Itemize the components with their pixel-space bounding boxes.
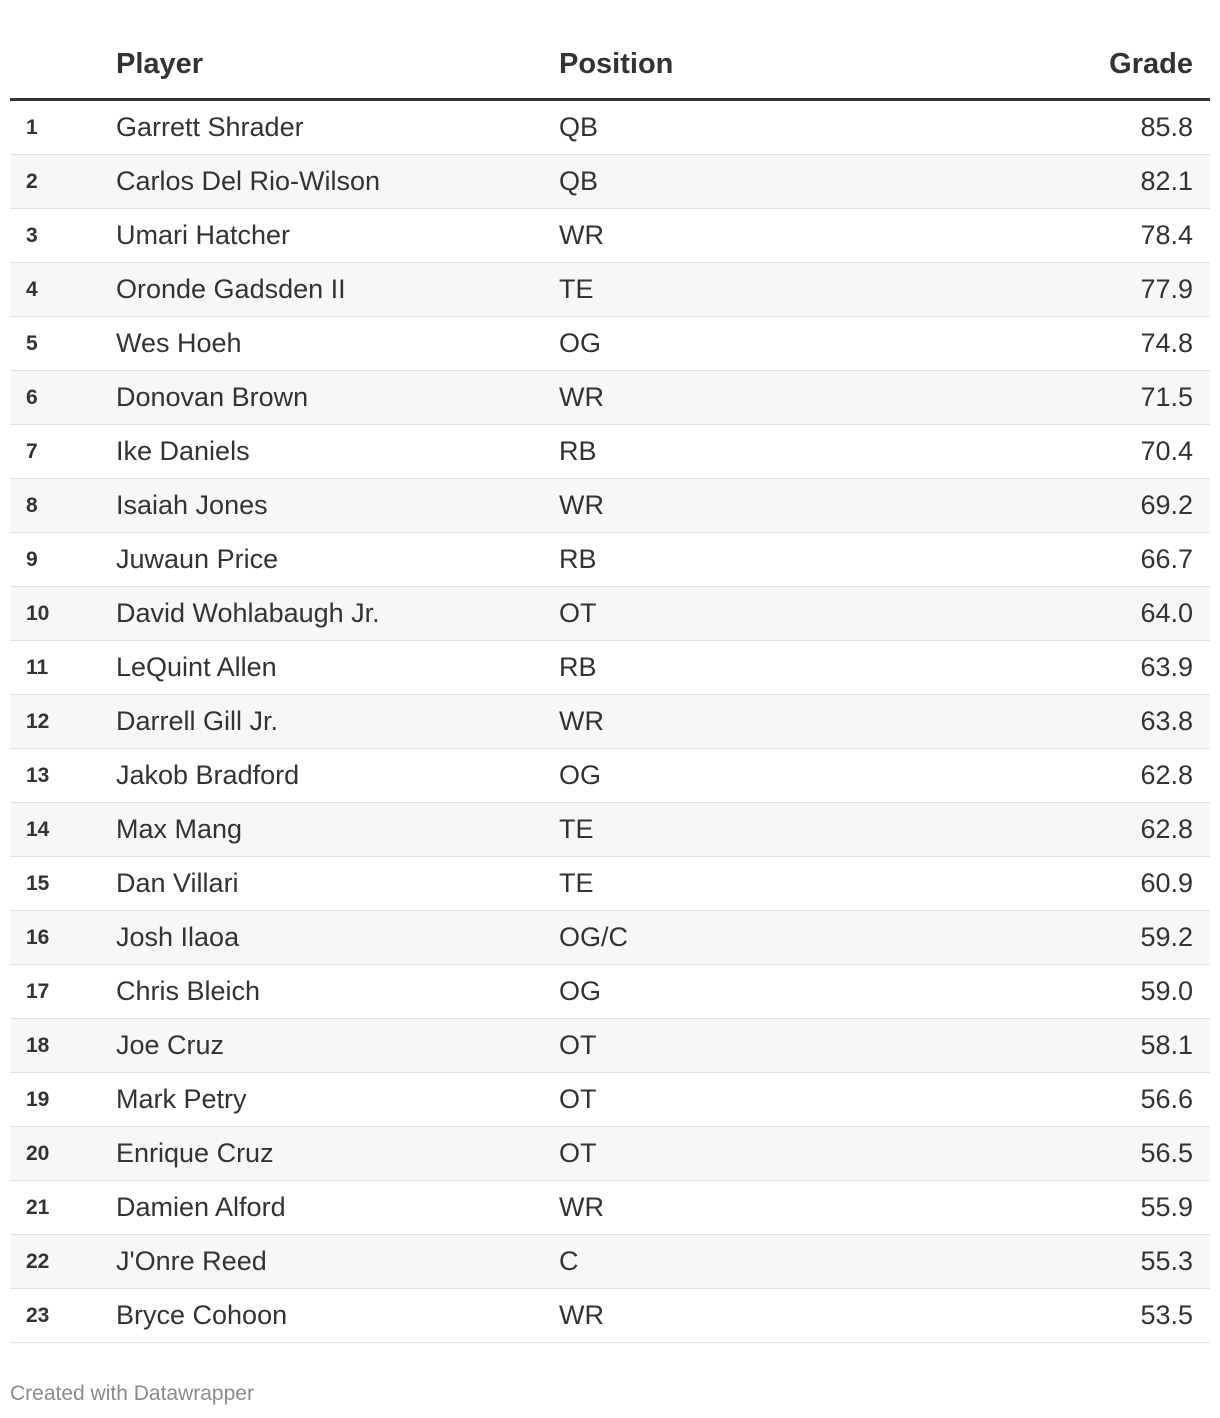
table-row — [10, 263, 1210, 317]
position-cell: C — [559, 1246, 579, 1276]
grade-cell: 59.0 — [1140, 976, 1193, 1006]
position-cell: WR — [559, 490, 604, 520]
table-row — [10, 425, 1210, 479]
player-cell: Enrique Cruz — [116, 1138, 274, 1168]
player-cell: Dan Villari — [116, 868, 239, 898]
table-row — [10, 371, 1210, 425]
player-cell: Carlos Del Rio-Wilson — [116, 166, 381, 196]
player-cell: Umari Hatcher — [116, 220, 291, 250]
table-row — [10, 965, 1210, 1019]
table-row — [10, 479, 1210, 533]
position-cell: OG — [559, 328, 602, 358]
rank-cell: 6 — [26, 386, 38, 409]
player-cell: Garrett Shrader — [116, 112, 304, 142]
position-cell: TE — [559, 868, 594, 898]
grade-cell: 63.8 — [1140, 706, 1193, 736]
table-row — [10, 1127, 1210, 1181]
player-cell: Mark Petry — [116, 1084, 247, 1114]
rank-cell: 7 — [26, 440, 38, 463]
player-cell: Wes Hoeh — [116, 328, 242, 358]
table-row — [10, 749, 1210, 803]
header-grade: Grade — [1109, 48, 1193, 80]
grade-cell: 82.1 — [1140, 166, 1193, 196]
player-cell: Oronde Gadsden II — [116, 274, 346, 304]
grade-cell: 64.0 — [1140, 598, 1193, 628]
rank-cell: 9 — [26, 548, 38, 571]
position-cell: OG — [559, 976, 602, 1006]
position-cell: WR — [559, 382, 604, 412]
position-cell: OT — [559, 1084, 597, 1114]
rank-cell: 2 — [26, 170, 38, 193]
rank-cell: 17 — [26, 980, 50, 1003]
grade-cell: 77.9 — [1140, 274, 1193, 304]
table-row — [10, 533, 1210, 587]
grade-cell: 69.2 — [1140, 490, 1193, 520]
table-row — [10, 1235, 1210, 1289]
position-cell: RB — [559, 436, 597, 466]
position-cell: OG/C — [559, 922, 629, 952]
rank-cell: 15 — [26, 872, 50, 895]
player-cell: Damien Alford — [116, 1192, 286, 1222]
table-row — [10, 911, 1210, 965]
player-cell: Jakob Bradford — [116, 760, 300, 790]
grade-cell: 66.7 — [1140, 544, 1193, 574]
rank-cell: 4 — [26, 278, 38, 301]
position-cell: OG — [559, 760, 602, 790]
table-row — [10, 1181, 1210, 1235]
rank-cell: 23 — [26, 1304, 50, 1327]
rank-cell: 18 — [26, 1034, 50, 1057]
position-cell: WR — [559, 706, 604, 736]
player-cell: Chris Bleich — [116, 976, 261, 1006]
rank-cell: 5 — [26, 332, 38, 355]
grade-cell: 58.1 — [1140, 1030, 1193, 1060]
table-row — [10, 1019, 1210, 1073]
position-cell: WR — [559, 1192, 604, 1222]
player-cell: LeQuint Allen — [116, 652, 277, 682]
grade-cell: 63.9 — [1140, 652, 1193, 682]
rank-cell: 1 — [26, 116, 38, 139]
rank-cell: 3 — [26, 224, 38, 247]
player-cell: Ike Daniels — [116, 436, 250, 466]
player-cell: Max Mang — [116, 814, 243, 844]
grade-cell: 56.6 — [1140, 1084, 1193, 1114]
grade-cell: 55.9 — [1140, 1192, 1193, 1222]
player-cell: Isaiah Jones — [116, 490, 268, 520]
table-row — [10, 695, 1210, 749]
rank-cell: 19 — [26, 1088, 50, 1111]
table-row — [10, 155, 1210, 209]
table-row — [10, 641, 1210, 695]
player-cell: J'Onre Reed — [116, 1246, 267, 1276]
position-cell: RB — [559, 652, 597, 682]
table-row — [10, 857, 1210, 911]
grade-cell: 59.2 — [1140, 922, 1193, 952]
player-cell: Donovan Brown — [116, 382, 309, 412]
position-cell: OT — [559, 1138, 597, 1168]
position-cell: WR — [559, 1300, 604, 1330]
player-cell: Bryce Cohoon — [116, 1300, 288, 1330]
grade-cell: 71.5 — [1140, 382, 1193, 412]
rank-cell: 12 — [26, 710, 50, 733]
grade-cell: 85.8 — [1140, 112, 1193, 142]
table-row — [10, 587, 1210, 641]
grade-cell: 56.5 — [1140, 1138, 1193, 1168]
rank-cell: 13 — [26, 764, 50, 787]
player-cell: Juwaun Price — [116, 544, 279, 574]
player-cell: Darrell Gill Jr. — [116, 706, 279, 736]
grade-cell: 53.5 — [1140, 1300, 1193, 1330]
grade-cell: 62.8 — [1140, 760, 1193, 790]
position-cell: TE — [559, 814, 594, 844]
rank-cell: 16 — [26, 926, 50, 949]
header-position: Position — [559, 48, 674, 80]
player-cell: Joe Cruz — [116, 1030, 225, 1060]
rank-cell: 14 — [26, 818, 50, 841]
table-row — [10, 101, 1210, 155]
rank-cell: 21 — [26, 1196, 50, 1219]
rank-cell: 8 — [26, 494, 38, 517]
grade-cell: 74.8 — [1140, 328, 1193, 358]
grade-cell: 62.8 — [1140, 814, 1193, 844]
player-cell: David Wohlabaugh Jr. — [116, 598, 380, 628]
table-row — [10, 317, 1210, 371]
rank-cell: 20 — [26, 1142, 50, 1165]
datawrapper-credit: Created with Datawrapper — [10, 1382, 254, 1405]
position-cell: OT — [559, 1030, 597, 1060]
position-cell: OT — [559, 598, 597, 628]
rank-cell: 10 — [26, 602, 50, 625]
position-cell: TE — [559, 274, 594, 304]
position-cell: WR — [559, 220, 604, 250]
position-cell: RB — [559, 544, 597, 574]
position-cell: QB — [559, 112, 599, 142]
table-header — [10, 0, 1210, 101]
table-body — [10, 101, 1210, 1343]
grade-cell: 60.9 — [1140, 868, 1193, 898]
rank-cell: 22 — [26, 1250, 50, 1273]
header-player: Player — [116, 48, 204, 80]
grade-cell: 70.4 — [1140, 436, 1193, 466]
table-row — [10, 1289, 1210, 1343]
grade-cell: 78.4 — [1140, 220, 1193, 250]
table-row — [10, 209, 1210, 263]
rank-cell: 11 — [26, 656, 49, 679]
table-row — [10, 1073, 1210, 1127]
table-row — [10, 803, 1210, 857]
position-cell: QB — [559, 166, 599, 196]
grade-cell: 55.3 — [1140, 1246, 1193, 1276]
player-cell: Josh Ilaoa — [116, 922, 240, 952]
player-grades-table — [10, 0, 1210, 1343]
